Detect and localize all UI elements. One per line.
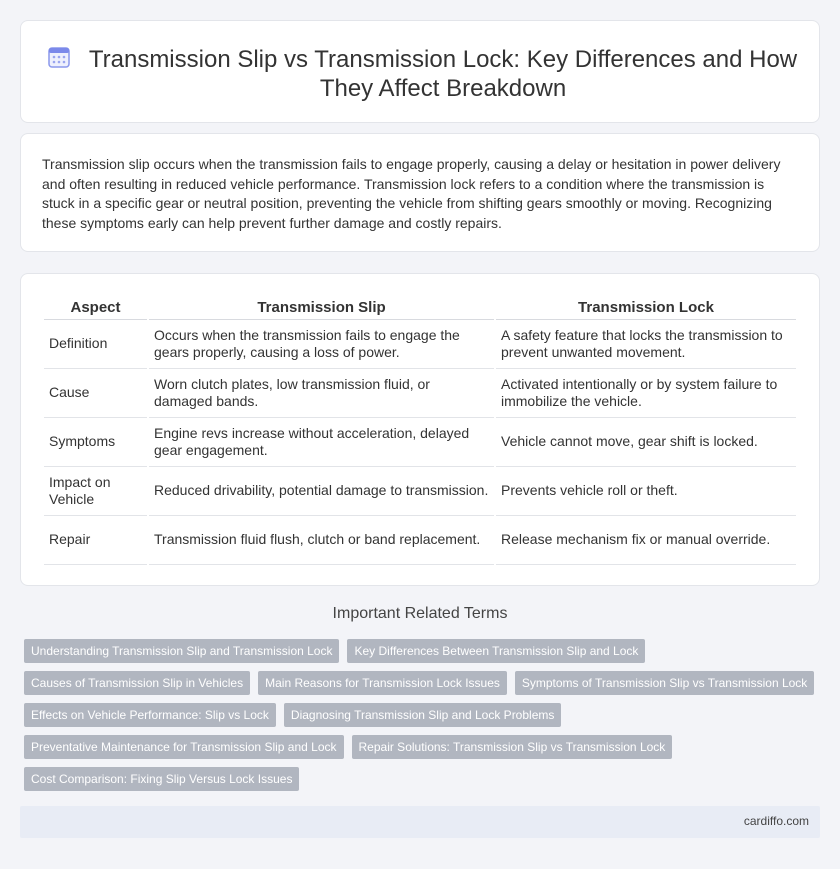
related-term-tag[interactable]: Understanding Transmission Slip and Transmission Lock: [24, 639, 339, 663]
related-term-tag[interactable]: Cost Comparison: Fixing Slip Versus Lock Issues: [24, 767, 299, 791]
table-row: [44, 369, 796, 418]
tag-row: [24, 639, 653, 663]
related-term-tag[interactable]: Preventative Maintenance for Transmission Slip and Lock: [24, 735, 344, 759]
tag-row: [24, 703, 569, 727]
cell-slip: Reduced drivability, potential damage to transmission.: [149, 467, 494, 516]
cell-slip: Occurs when the transmission fails to engage the gears properly, causing a loss of power.: [149, 320, 494, 369]
cell-lock: Activated intentionally or by system failure to immobilize the vehicle.: [496, 369, 796, 418]
footer: [20, 806, 820, 838]
cell-aspect: Definition: [44, 320, 147, 369]
related-term-tag[interactable]: Main Reasons for Transmission Lock Issues: [258, 671, 507, 695]
intro-card: [20, 133, 820, 252]
calendar-icon: [47, 45, 71, 69]
cell-aspect: Symptoms: [44, 418, 147, 467]
related-term-tag[interactable]: Key Differences Between Transmission Slip and Lock: [347, 639, 645, 663]
cell-lock: A safety feature that locks the transmission to prevent unwanted movement.: [496, 320, 796, 369]
comparison-table: [42, 296, 798, 565]
tag-row: [24, 767, 307, 791]
cell-aspect: Repair: [44, 516, 147, 565]
header-transmission-slip: Transmission Slip: [149, 296, 494, 320]
cell-lock: Prevents vehicle roll or theft.: [496, 467, 796, 516]
comparison-card: [20, 273, 820, 586]
related-term-tag[interactable]: Symptoms of Transmission Slip vs Transmission Lock: [515, 671, 814, 695]
cell-aspect: Impact on Vehicle: [44, 467, 147, 516]
table-row: [44, 516, 796, 565]
table-header-row: [44, 296, 796, 320]
tag-row: [24, 735, 680, 759]
table-row: [44, 467, 796, 516]
table-row: [44, 418, 796, 467]
related-term-tag[interactable]: Diagnosing Transmission Slip and Lock Problems: [284, 703, 561, 727]
site-link[interactable]: cardiffo.com: [743, 814, 809, 828]
title-card: [20, 20, 820, 123]
related-terms-heading: Important Related Terms: [332, 605, 508, 622]
table-row: [44, 320, 796, 369]
cell-slip: Transmission fluid flush, clutch or band replacement.: [149, 516, 494, 565]
page-title: Transmission Slip vs Transmission Lock: Key Differences and How They Affect Breakdown: [88, 46, 798, 102]
intro-text: Transmission slip occurs when the transmission fails to engage properly, causing a delay or hesitation in power delivery and often resulting in reduced vehicle performance. Transmission lock refers to a condition where the transmission is stuck in a specific gear or neutral position, preventing the vehicle from shifting gears smoothly or moving. Recognizing these symptoms early can help prevent further damage and costly repairs.: [42, 156, 781, 231]
cell-aspect: Cause: [44, 369, 147, 418]
cell-slip: Worn clutch plates, low transmission fluid, or damaged bands.: [149, 369, 494, 418]
cell-lock: Vehicle cannot move, gear shift is locked.: [496, 418, 796, 467]
header-transmission-lock: Transmission Lock: [496, 296, 796, 320]
cell-lock: Release mechanism fix or manual override.: [496, 516, 796, 565]
related-term-tag[interactable]: Causes of Transmission Slip in Vehicles: [24, 671, 250, 695]
tag-row: [24, 671, 822, 695]
related-term-tag[interactable]: Repair Solutions: Transmission Slip vs Transmission Lock: [352, 735, 673, 759]
related-term-tag[interactable]: Effects on Vehicle Performance: Slip vs Lock: [24, 703, 276, 727]
header-aspect: Aspect: [44, 296, 147, 320]
cell-slip: Engine revs increase without acceleration, delayed gear engagement.: [149, 418, 494, 467]
